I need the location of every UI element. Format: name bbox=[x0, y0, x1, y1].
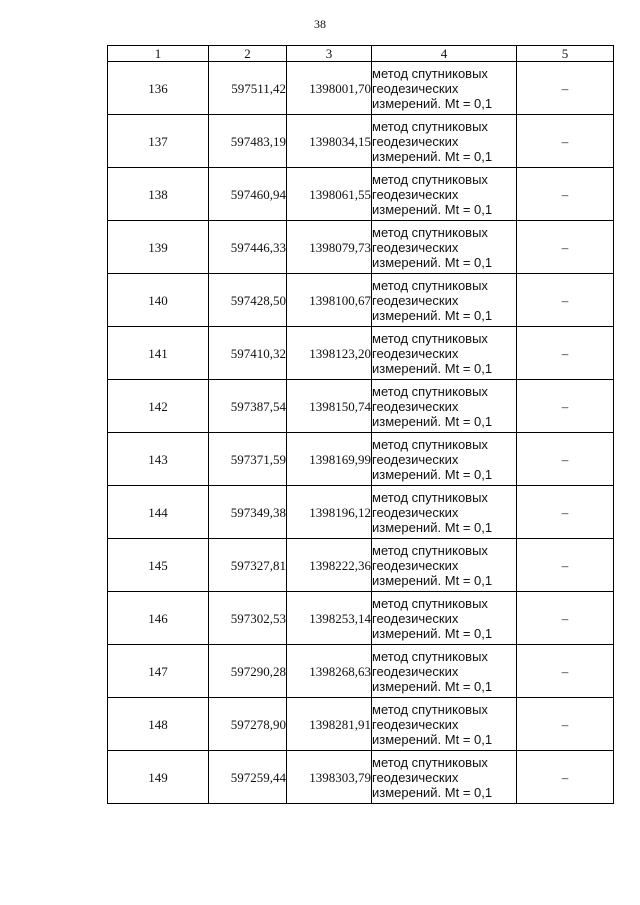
note-cell: – bbox=[517, 539, 614, 592]
x-coordinate-cell: 597428,50 bbox=[209, 274, 287, 327]
table-row bbox=[108, 327, 614, 380]
point-number-cell: 140 bbox=[108, 274, 209, 327]
page-number: 38 bbox=[314, 17, 326, 31]
point-number-cell: 139 bbox=[108, 221, 209, 274]
method-text-line: метод спутниковых bbox=[372, 171, 488, 187]
coordinates-table bbox=[107, 45, 614, 804]
table-row bbox=[108, 62, 614, 115]
x-coordinate-cell: 597259,44 bbox=[209, 751, 287, 804]
x-coordinate-cell: 597511,42 bbox=[209, 62, 287, 115]
note-cell: – bbox=[517, 274, 614, 327]
column-header-4: 4 bbox=[372, 46, 517, 62]
method-cell bbox=[372, 433, 517, 486]
column-header-5: 5 bbox=[517, 46, 614, 62]
table-row bbox=[108, 592, 614, 645]
method-text-line: метод спутниковых bbox=[372, 754, 488, 770]
method-text-line: метод спутниковых bbox=[372, 65, 488, 81]
x-coordinate-cell: 597410,32 bbox=[209, 327, 287, 380]
note-cell: – bbox=[517, 115, 614, 168]
method-text-line: геодезических bbox=[372, 504, 459, 520]
method-text-line: измерений. Mt = 0,1 bbox=[372, 784, 493, 800]
note-cell: – bbox=[517, 380, 614, 433]
method-text-line: метод спутниковых bbox=[372, 118, 488, 134]
table-row bbox=[108, 751, 614, 804]
method-cell bbox=[372, 221, 517, 274]
point-number-cell: 149 bbox=[108, 751, 209, 804]
note-cell: – bbox=[517, 168, 614, 221]
note-cell: – bbox=[517, 221, 614, 274]
method-cell bbox=[372, 592, 517, 645]
column-header-1: 1 bbox=[108, 46, 209, 62]
method-text-line: геодезических bbox=[372, 292, 459, 308]
x-coordinate-cell: 597483,19 bbox=[209, 115, 287, 168]
x-coordinate-cell: 597460,94 bbox=[209, 168, 287, 221]
note-cell: – bbox=[517, 698, 614, 751]
table-row bbox=[108, 168, 614, 221]
method-text-line: геодезических bbox=[372, 345, 459, 361]
method-text-line: измерений. Mt = 0,1 bbox=[372, 413, 493, 429]
y-coordinate-cell: 1398001,70 bbox=[287, 62, 372, 115]
table-header-row bbox=[108, 46, 614, 62]
y-coordinate-cell: 1398034,15 bbox=[287, 115, 372, 168]
y-coordinate-cell: 1398303,79 bbox=[287, 751, 372, 804]
method-text-line: геодезических bbox=[372, 769, 459, 785]
y-coordinate-cell: 1398268,63 bbox=[287, 645, 372, 698]
method-text-line: метод спутниковых bbox=[372, 330, 488, 346]
method-text-line: геодезических bbox=[372, 663, 459, 679]
method-cell bbox=[372, 115, 517, 168]
method-text-line: метод спутниковых bbox=[372, 224, 488, 240]
point-number-cell: 144 bbox=[108, 486, 209, 539]
y-coordinate-cell: 1398079,73 bbox=[287, 221, 372, 274]
method-text-line: геодезических bbox=[372, 557, 459, 573]
method-cell bbox=[372, 751, 517, 804]
method-text-line: геодезических bbox=[372, 451, 459, 467]
point-number-cell: 137 bbox=[108, 115, 209, 168]
point-number-cell: 148 bbox=[108, 698, 209, 751]
point-number-cell: 136 bbox=[108, 62, 209, 115]
table-row bbox=[108, 539, 614, 592]
x-coordinate-cell: 597387,54 bbox=[209, 380, 287, 433]
method-text-line: измерений. Mt = 0,1 bbox=[372, 519, 493, 535]
method-text-line: измерений. Mt = 0,1 bbox=[372, 678, 493, 694]
method-text-line: метод спутниковых bbox=[372, 436, 488, 452]
method-text-line: геодезических bbox=[372, 186, 459, 202]
method-text-line: измерений. Mt = 0,1 bbox=[372, 148, 493, 164]
method-text-line: метод спутниковых bbox=[372, 383, 488, 399]
table-row bbox=[108, 433, 614, 486]
table-row bbox=[108, 115, 614, 168]
point-number-cell: 138 bbox=[108, 168, 209, 221]
method-text-line: измерений. Mt = 0,1 bbox=[372, 572, 493, 588]
table-row bbox=[108, 221, 614, 274]
column-header-3: 3 bbox=[287, 46, 372, 62]
y-coordinate-cell: 1398150,74 bbox=[287, 380, 372, 433]
y-coordinate-cell: 1398222,36 bbox=[287, 539, 372, 592]
point-number-cell: 147 bbox=[108, 645, 209, 698]
method-cell bbox=[372, 380, 517, 433]
method-text-line: измерений. Mt = 0,1 bbox=[372, 201, 493, 217]
method-text-line: геодезических bbox=[372, 716, 459, 732]
method-text-line: измерений. Mt = 0,1 bbox=[372, 95, 493, 111]
method-cell bbox=[372, 168, 517, 221]
y-coordinate-cell: 1398100,67 bbox=[287, 274, 372, 327]
note-cell: – bbox=[517, 592, 614, 645]
note-cell: – bbox=[517, 751, 614, 804]
method-text-line: геодезических bbox=[372, 398, 459, 414]
table-row bbox=[108, 698, 614, 751]
method-cell bbox=[372, 539, 517, 592]
y-coordinate-cell: 1398253,14 bbox=[287, 592, 372, 645]
method-text-line: метод спутниковых bbox=[372, 277, 488, 293]
method-cell bbox=[372, 486, 517, 539]
table-row bbox=[108, 274, 614, 327]
note-cell: – bbox=[517, 62, 614, 115]
point-number-cell: 141 bbox=[108, 327, 209, 380]
note-cell: – bbox=[517, 645, 614, 698]
x-coordinate-cell: 597278,90 bbox=[209, 698, 287, 751]
y-coordinate-cell: 1398123,20 bbox=[287, 327, 372, 380]
method-text-line: измерений. Mt = 0,1 bbox=[372, 360, 493, 376]
method-text-line: измерений. Mt = 0,1 bbox=[372, 731, 493, 747]
y-coordinate-cell: 1398196,12 bbox=[287, 486, 372, 539]
table-row bbox=[108, 645, 614, 698]
x-coordinate-cell: 597290,28 bbox=[209, 645, 287, 698]
note-cell: – bbox=[517, 486, 614, 539]
method-cell bbox=[372, 327, 517, 380]
method-text-line: геодезических bbox=[372, 239, 459, 255]
method-cell bbox=[372, 698, 517, 751]
method-cell bbox=[372, 62, 517, 115]
y-coordinate-cell: 1398281,91 bbox=[287, 698, 372, 751]
method-text-line: измерений. Mt = 0,1 bbox=[372, 466, 493, 482]
method-cell bbox=[372, 274, 517, 327]
y-coordinate-cell: 1398169,99 bbox=[287, 433, 372, 486]
method-text-line: метод спутниковых bbox=[372, 595, 488, 611]
y-coordinate-cell: 1398061,55 bbox=[287, 168, 372, 221]
method-cell bbox=[372, 645, 517, 698]
method-text-line: измерений. Mt = 0,1 bbox=[372, 307, 493, 323]
x-coordinate-cell: 597302,53 bbox=[209, 592, 287, 645]
column-header-2: 2 bbox=[209, 46, 287, 62]
x-coordinate-cell: 597349,38 bbox=[209, 486, 287, 539]
method-text-line: геодезических bbox=[372, 610, 459, 626]
method-text-line: метод спутниковых bbox=[372, 648, 488, 664]
method-text-line: измерений. Mt = 0,1 bbox=[372, 625, 493, 641]
method-text-line: измерений. Mt = 0,1 bbox=[372, 254, 493, 270]
x-coordinate-cell: 597327,81 bbox=[209, 539, 287, 592]
point-number-cell: 142 bbox=[108, 380, 209, 433]
method-text-line: геодезических bbox=[372, 80, 459, 96]
point-number-cell: 145 bbox=[108, 539, 209, 592]
method-text-line: метод спутниковых bbox=[372, 489, 488, 505]
x-coordinate-cell: 597371,59 bbox=[209, 433, 287, 486]
method-text-line: метод спутниковых bbox=[372, 542, 488, 558]
method-text-line: метод спутниковых bbox=[372, 701, 488, 717]
x-coordinate-cell: 597446,33 bbox=[209, 221, 287, 274]
point-number-cell: 146 bbox=[108, 592, 209, 645]
table-row bbox=[108, 486, 614, 539]
note-cell: – bbox=[517, 433, 614, 486]
table-body bbox=[108, 62, 614, 804]
method-text-line: геодезических bbox=[372, 133, 459, 149]
note-cell: – bbox=[517, 327, 614, 380]
table-row bbox=[108, 380, 614, 433]
point-number-cell: 143 bbox=[108, 433, 209, 486]
